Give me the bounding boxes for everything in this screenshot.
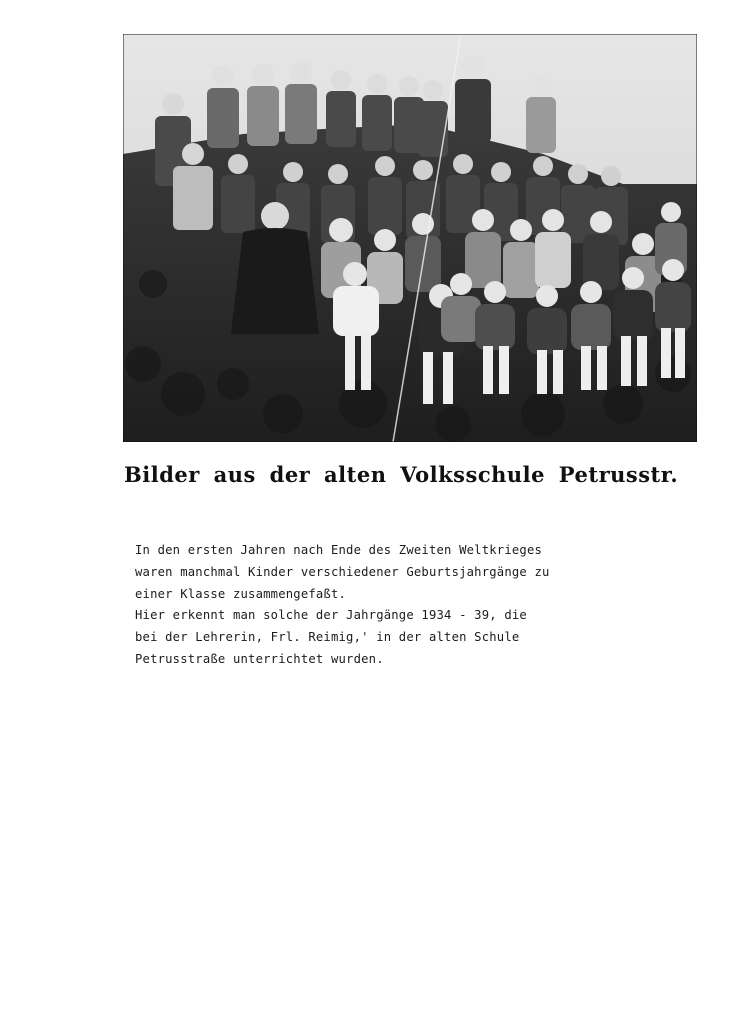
paragraph-line: bei der Lehrerin, Frl. Reimig,' in der alten Schule: [135, 630, 520, 645]
paragraph-line: waren manchmal Kinder verschiedener Geburtsjahrgänge zu: [135, 564, 550, 579]
class-photo-image: [123, 34, 697, 442]
class-photo: [123, 34, 697, 442]
paragraph-line: In den ersten Jahren nach Ende des Zweiten Weltkrieges: [135, 543, 543, 557]
description-paragraph: [135, 540, 675, 671]
photo-caption: Bilder aus der alten Volksschule Petrusstr.: [124, 462, 679, 487]
paragraph-line: Hier erkennt man solche der Jahrgänge 1934 - 39, die: [135, 608, 527, 623]
paragraph-line: einer Klasse zusammengefaßt.: [135, 586, 347, 601]
paragraph-line: Petrusstraße unterrichtet wurden.: [135, 651, 384, 666]
